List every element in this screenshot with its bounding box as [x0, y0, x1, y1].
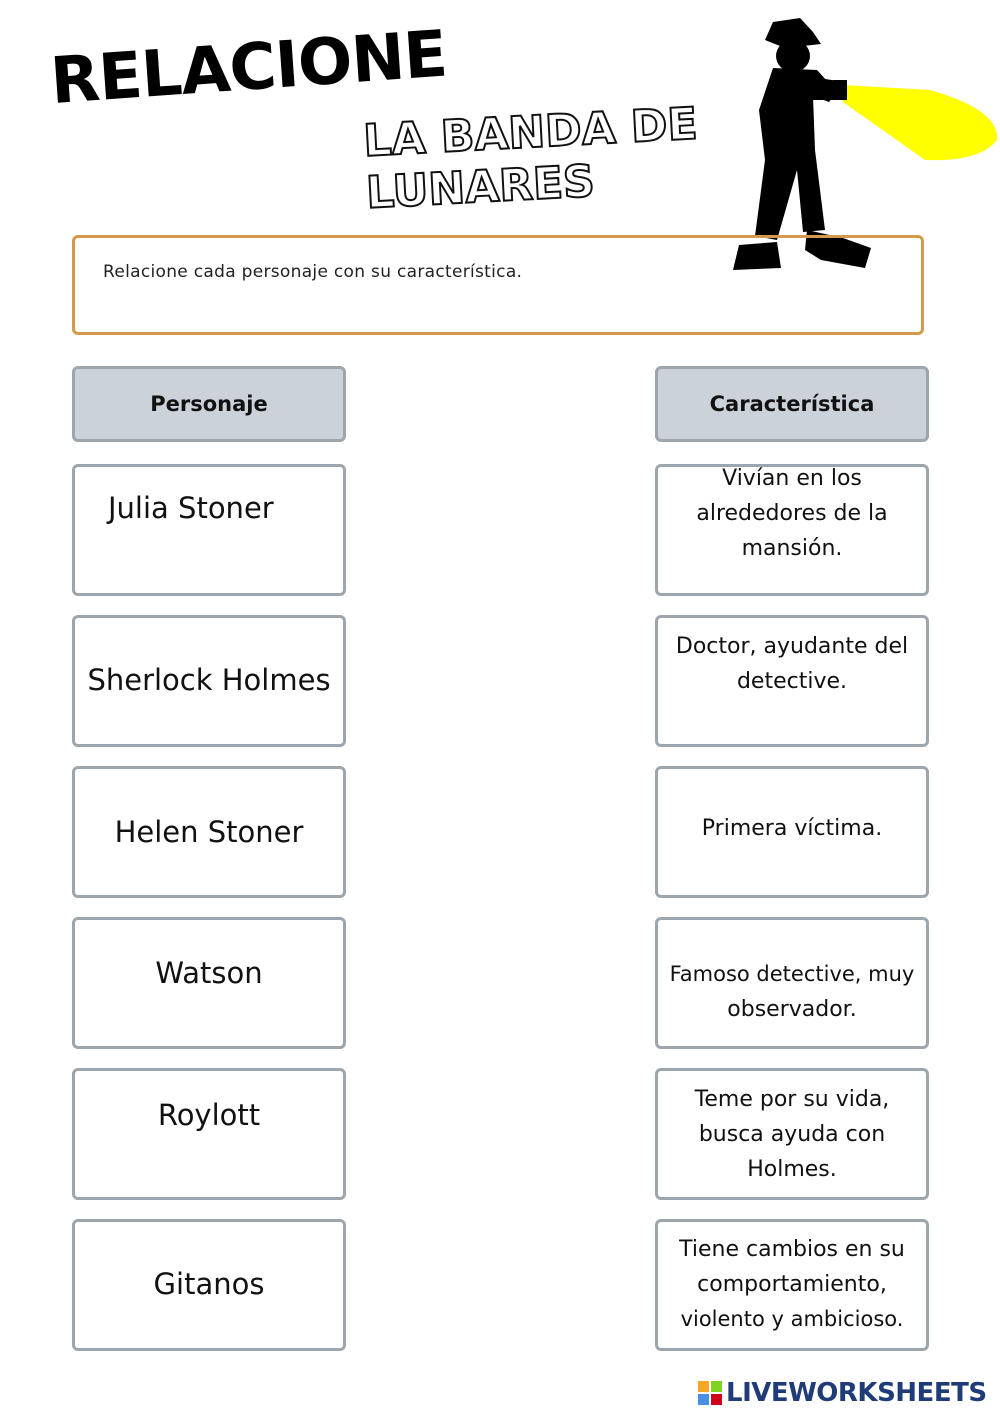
- column-header-personaje: Personaje: [72, 366, 346, 442]
- characteristic-card-3[interactable]: [655, 766, 929, 898]
- logo-text: LIVEWORKSHEETS: [726, 1378, 987, 1408]
- liveworksheets-logo-icon: [698, 1381, 722, 1405]
- character-label: Watson: [155, 956, 263, 990]
- characteristic-line: Vivían en los: [722, 466, 862, 491]
- characteristic-card-4[interactable]: [655, 917, 929, 1049]
- subtitle-line-2: LUNARES: [364, 155, 596, 219]
- character-card-gitanos[interactable]: [72, 1219, 346, 1351]
- character-card-helen-stoner[interactable]: [72, 766, 346, 898]
- character-label: Sherlock Holmes: [87, 663, 331, 697]
- characteristic-line: comportamiento,: [697, 1272, 887, 1297]
- character-label: Gitanos: [153, 1267, 265, 1301]
- instruction-box: [72, 235, 924, 335]
- characteristic-line: Famoso detective, muy: [669, 962, 915, 986]
- characteristic-line: Tiene cambios en su: [679, 1237, 905, 1262]
- column-header-caracteristica: Característica: [655, 366, 929, 442]
- characteristic-line: Doctor, ayudante del: [675, 634, 909, 659]
- characteristic-card-5[interactable]: [655, 1068, 929, 1200]
- liveworksheets-logo[interactable]: [698, 1378, 987, 1408]
- characteristic-line: Primera víctima.: [701, 816, 883, 841]
- page-title: RELACIONE: [48, 17, 450, 120]
- character-label: Helen Stoner: [114, 815, 304, 849]
- characteristic-line: busca ayuda con: [698, 1122, 886, 1147]
- instruction-text: Relacione cada personaje con su característica.: [103, 262, 523, 282]
- characteristic-line: observador.: [727, 997, 857, 1022]
- characteristic-line: Holmes.: [747, 1157, 837, 1182]
- characteristic-line: Teme por su vida,: [694, 1087, 890, 1112]
- characteristic-card-2[interactable]: [655, 615, 929, 747]
- characteristic-card-1[interactable]: [655, 464, 929, 596]
- characteristic-line: detective.: [736, 669, 848, 694]
- character-card-roylott[interactable]: [72, 1068, 346, 1200]
- characteristic-line: violento y ambicioso.: [680, 1307, 904, 1331]
- flashlight-beam: [843, 85, 997, 160]
- character-card-watson[interactable]: [72, 917, 346, 1049]
- character-label: Julia Stoner: [108, 491, 274, 525]
- page-subtitle: [362, 93, 727, 224]
- character-label: Roylott: [157, 1098, 261, 1132]
- character-card-julia-stoner[interactable]: [72, 464, 346, 596]
- characteristic-line: mansión.: [741, 536, 843, 561]
- characteristic-card-6[interactable]: [655, 1219, 929, 1351]
- character-card-sherlock-holmes[interactable]: [72, 615, 346, 747]
- characteristic-line: alrededores de la: [696, 501, 888, 526]
- subtitle-line-1: LA BANDA DE: [362, 98, 699, 167]
